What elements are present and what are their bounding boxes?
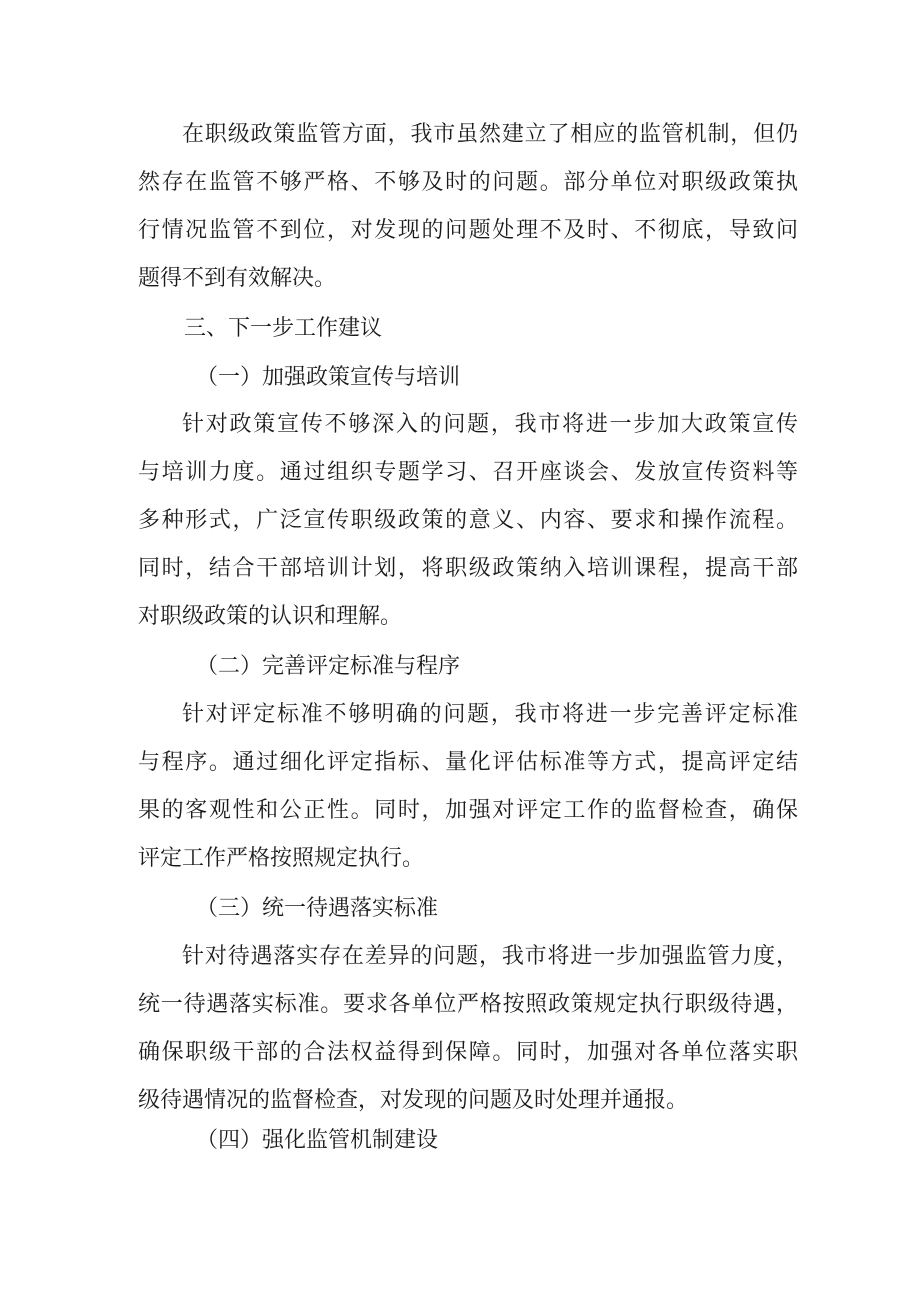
sub2-heading: （二）完善评定标准与程序 [196,654,461,679]
sub1-heading: （一）加强政策宣传与培训 [196,365,461,390]
sub2-line-2: 与程序。通过细化评定指标、量化评估标准等方式，提高评定结 [138,750,798,775]
sub3-line-4: 级待遇情况的监督检查，对发现的问题及时处理并通报。 [138,1088,689,1113]
para1-line-4: 题得不到有效解决。 [138,266,337,291]
para1-line-3: 行情况监管不到位，对发现的问题处理不及时、不彻底，导致问 [138,218,798,243]
para1-line-2: 然存在监管不够严格、不够及时的问题。部分单位对职级政策执 [138,170,798,195]
sub3-line-3: 确保职级干部的合法权益得到保障。同时，加强对各单位落实职 [138,1040,798,1065]
sub3-line-2: 统一待遇落实标准。要求各单位严格按照政策规定执行职级待遇， [138,992,798,1017]
sub3-line-1: 针对待遇落实存在差异的问题，我市将进一步加强监管力度， [182,944,798,969]
sub2-line-3: 果的客观性和公正性。同时，加强对评定工作的监督检查，确保 [138,798,798,823]
sub1-line-1: 针对政策宣传不够深入的问题，我市将进一步加大政策宣传 [182,412,798,437]
sub3-heading: （三）统一待遇落实标准 [196,896,439,921]
sub1-line-3: 多种形式，广泛宣传职级政策的意义、内容、要求和操作流程。 [138,508,798,533]
sub4-heading: （四）强化监管机制建设 [196,1128,439,1153]
sub2-line-1: 针对评定标准不够明确的问题，我市将进一步完善评定标准 [182,702,798,727]
sub1-line-2: 与培训力度。通过组织专题学习、召开座谈会、发放宣传资料等 [138,460,798,485]
sub1-line-4: 同时，结合干部培训计划，将职级政策纳入培训课程，提高干部 [138,556,798,581]
section3-heading: 三、下一步工作建议 [184,316,383,341]
sub1-line-5: 对职级政策的认识和理解。 [138,604,403,629]
para1-line-1: 在职级政策监管方面，我市虽然建立了相应的监管机制，但仍 [182,122,798,147]
sub2-line-4: 评定工作严格按照规定执行。 [138,846,425,871]
